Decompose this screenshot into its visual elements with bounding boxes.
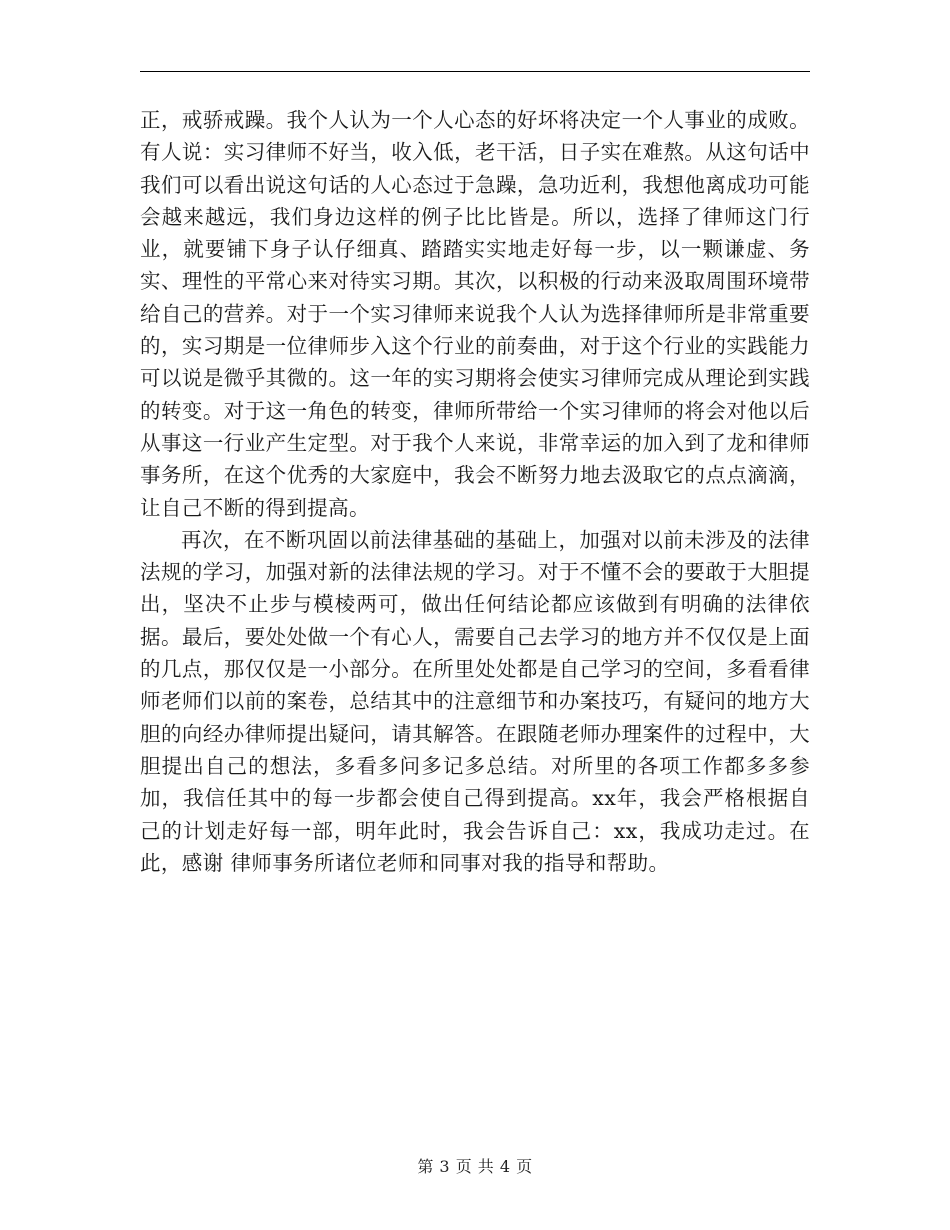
paragraph: 再次，在不断巩固以前法律基础的基础上，加强对以前未涉及的法律法规的学习，加强对新的法律法规的学习。对于不懂不会的要敢于大胆提出，坚决不止步与模棱两可，做出任何结论都应该做到有明确的法律依据。最后，要处处做一个有心人，需要自己去学习的地方并不仅仅是上面的几点，那仅仅是一小部分。在所里处处都是自己学习的空间，多看看律师老师们以前的案卷，总结其中的注意细节和办案技巧，有疑问的地方大胆的向经办律师提出疑问，请其解答。在跟随老师办理案件的过程中，大胆提出自己的想法，多看多问多记多总结。对所里的各项工作都多多参加，我信任其中的每一步都会使自己得到提高。xx年，我会严格根据自己的计划走好每一部，明年此时，我会告诉自己：xx，我成功走过。在此，感谢 律师事务所诸位老师和同事对我的指导和帮助。 — [140, 527, 810, 875]
page-number-footer: 第 3 页 共 4 页 — [417, 1157, 533, 1176]
header-rule — [140, 71, 810, 72]
paragraph-continued: 正，戒骄戒躁。我个人认为一个人心态的好坏将决定一个人事业的成败。有人说：实习律师不好当，收入低，老干活，日子实在难熬。从这句话中我们可以看出说这句话的人心态过于急躁，急功近利，我想他离成功可能会越来越远，我们身边这样的例子比比皆是。所以，选择了律师这门行业，就要铺下身子认仔细真、踏踏实实地走好每一步，以一颗谦虚、务实、理性的平常心来对待实习期。其次，以积极的行动来汲取周围环境带给自己的营养。对于一个实习律师来说我个人认为选择律师所是非常重要的，实习期是一位律师步入这个行业的前奏曲，对于这个行业的实践能力可以说是微乎其微的。这一年的实习期将会使实习律师完成从理论到实践的转变。对于这一角色的转变，律师所带给一个实习律师的将会对他以后从事这一行业产生定型。对于我个人来说，非常幸运的加入到了龙和律师事务所，在这个优秀的大家庭中，我会不断努力地去汲取它的点点滴滴，让自己不断的得到提高。 — [140, 108, 810, 520]
body-text — [140, 104, 810, 879]
